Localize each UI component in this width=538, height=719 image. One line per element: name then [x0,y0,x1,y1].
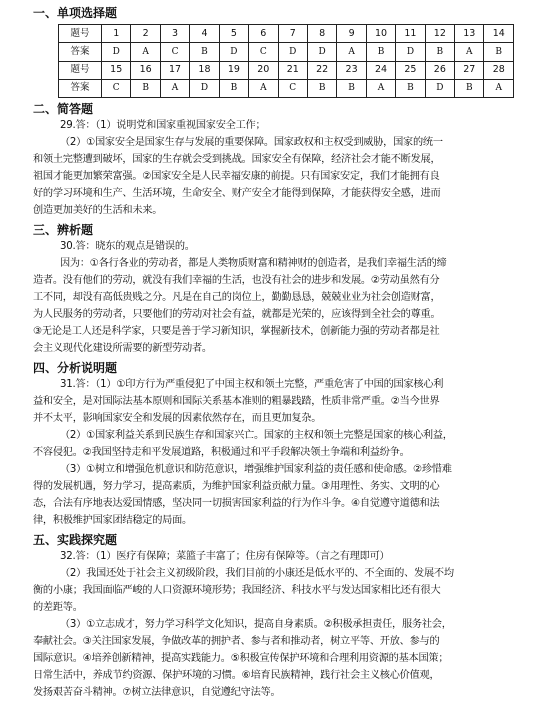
answer-cell: A [160,79,189,97]
question-number: 24 [366,61,395,79]
answer-line: 国际意识。④培养创新精神，提高实践能力。⑤积极宣传保护环境和合理利用资源的基本国策； [33,653,449,664]
answer-cell: C [278,79,307,97]
answer-line: 创造更加美好的生活和未来。 [33,205,163,216]
answer-cell: C [160,43,189,61]
answer-line: 日常生活中，养成节约资源、保护环境的习惯。⑥培育民族精神，践行社会主义核心价值观， [33,670,440,681]
answer-cell: D [278,43,307,61]
answer-cell: D [396,43,425,61]
answer-cell: C [249,43,278,61]
answer-line: 因为：①各行各业的劳动者，都是人类物质财富和精神财的创造者，是我们幸福生活的缔 [60,258,447,269]
answer-line: （3）①树立和增强危机意识和防范意识，增强维护国家利益的责任感和使命感。②珍惜难 [60,464,452,475]
answer-line: 祖国才能更加繁荣富强。②国家安全是人民幸福安康的前提。只有国家安定，我们才能拥有良 [33,171,440,182]
question-number: 9 [337,25,366,43]
question-number: 15 [102,61,131,79]
answer-line: 好的学习环境和生产、生活环境，生命安全、财产安全才能得到保障，才能获得安全感，进而 [33,188,441,199]
answer-cell: A [249,79,278,97]
answer-line: （2）我国还处于社会主义初级阶段，我们目前的小康还是低水平的、不全面的、发展不均 [60,568,454,579]
question-number: 20 [249,61,278,79]
answer-cell: D [219,43,248,61]
table-row [59,61,514,79]
question-number: 5 [219,25,248,43]
answer-line: 态，合法有序地表达爱国情感，坚决同一切损害国家利益的行为作斗争。④自觉遵守道德和法 [33,498,440,509]
section-heading-short-answer: 二、简答题 [33,102,94,116]
answer-cell: A [366,79,395,97]
row-label: 题号 [59,25,102,43]
answer-cell: D [425,79,454,97]
question-number: 7 [278,25,307,43]
answer-cell: A [337,43,366,61]
row-label: 答案 [59,79,102,97]
row-label: 题号 [59,61,102,79]
answer-cell: A [131,43,160,61]
question-number: 4 [190,25,219,43]
answer-line: 31.答：（1）①印方行为严重侵犯了中国主权和领土完整，严重危害了中国的国家核心利 [60,379,444,390]
answer-line: （2）①国家安全是国家生存与发展的重要保障。国家政权和主权受到威胁，国家的统一 [60,137,443,148]
answer-cell: B [190,43,219,61]
question-number: 12 [425,25,454,43]
answer-line: 并不太平，影响国家安全和发展的因素依然存在，而且更加复杂。 [33,413,322,424]
answer-cell: B [484,43,514,61]
question-number: 28 [484,61,514,79]
question-number: 6 [249,25,278,43]
answer-cell: D [102,43,131,61]
answer-line: 得的发展机遇，努力学习，提高素质，为维护国家利益贡献力量。③用理性、务实、文明的心 [33,481,440,492]
question-number: 1 [102,25,131,43]
answer-line: 和领土完整遭到破坏，国家的生存就会受到挑战。国家安全有保障，经济社会才能不断发展， [33,154,441,165]
question-number: 23 [337,61,366,79]
answer-line: 32.答：（1）医疗有保障；菜篮子丰富了；住房有保障等。（言之有理即可） [60,551,390,562]
question-number: 14 [484,25,514,43]
answer-line: 30.答：晓东的观点是错误的。 [60,241,195,252]
question-number: 18 [190,61,219,79]
question-number: 22 [307,61,336,79]
question-number: 2 [131,25,160,43]
answer-cell: B [396,79,425,97]
question-number: 21 [278,61,307,79]
answer-cell: B [131,79,160,97]
answer-cell: B [455,79,484,97]
answer-line: 律，积极维护国家团结稳定的局面。 [33,515,192,526]
answer-cell: A [484,79,514,97]
answer-line: 益和安全，是对国际法基本原则和国际关系基本准则的粗暴践踏，性质非常严重。②当今世界 [33,396,440,407]
question-number: 26 [425,61,454,79]
answer-line: 的差距等。 [33,602,83,613]
table-row [59,79,514,97]
question-number: 16 [131,61,160,79]
section-heading-analysis: 三、辨析题 [33,223,94,237]
question-number: 27 [455,61,484,79]
section-heading-single-choice: 一、单项选择题 [33,6,118,20]
section-heading-explanation: 四、分析说明题 [33,361,118,375]
question-number: 8 [307,25,336,43]
row-label: 答案 [59,43,102,61]
answer-cell: D [307,43,336,61]
question-number: 19 [219,61,248,79]
answer-line: 奉献社会。③关注国家发展，争做改革的拥护者、参与者和推动者，树立平等、开放、参与的 [33,636,440,647]
answer-line: 造者。没有他们的劳动，就没有我们幸福的生活，也没有社会的进步和发展。②劳动虽然有分 [33,275,440,286]
question-number: 13 [455,25,484,43]
answer-line: 发扬艰苦奋斗精神。⑦树立法律意识，自觉遵纪守法等。 [33,687,281,698]
answer-cell: B [219,79,248,97]
answer-line: 29.答：（1）说明党和国家重视国家安全工作； [60,120,266,131]
answer-cell: D [190,79,219,97]
table-row [59,43,514,61]
section-heading-practice: 五、实践探究题 [33,533,118,547]
question-number: 10 [366,25,395,43]
answer-line: 不容侵犯。②我国坚持走和平发展道路，积极通过和平手段解决领土争端和利益纷争。 [33,447,410,458]
question-number: 3 [160,25,189,43]
answer-line: 工不同，却没有高低贵贱之分。凡是在自己的岗位上，勤勤恳恳，兢兢业业为社会创造财富， [33,292,441,303]
answer-cell: B [425,43,454,61]
answer-line: （3）①立志成才，努力学习科学文化知识，提高自身素质。②积极承担责任，服务社会， [60,619,452,630]
answer-line: 为人民服务的劳动者，只要他们的劳动对社会有益，就都是光荣的，应该得到全社会的尊重。 [33,309,441,320]
answer-line: ③无论是工人还是科学家，只要是善于学习新知识，掌握新技术，创新能力强的劳动者都是社 [33,326,440,337]
answer-line: 衡的小康；我国面临严峻的人口资源环境形势；我国经济、科技水平与发达国家相比还有很大 [33,585,441,596]
question-number: 25 [396,61,425,79]
answer-cell: C [102,79,131,97]
question-number: 17 [160,61,189,79]
answer-cell: A [455,43,484,61]
answer-cell: B [307,79,336,97]
answer-line: 会主义现代化建设所需要的新型劳动者。 [33,343,212,354]
answer-cell: B [366,43,395,61]
answer-cell: B [337,79,366,97]
answer-line: （2）①国家利益关系到民族生存和国家兴亡。国家的主权和领土完整是国家的核心利益， [60,430,453,441]
answer-table [58,24,514,98]
table-row [59,25,514,43]
question-number: 11 [396,25,425,43]
